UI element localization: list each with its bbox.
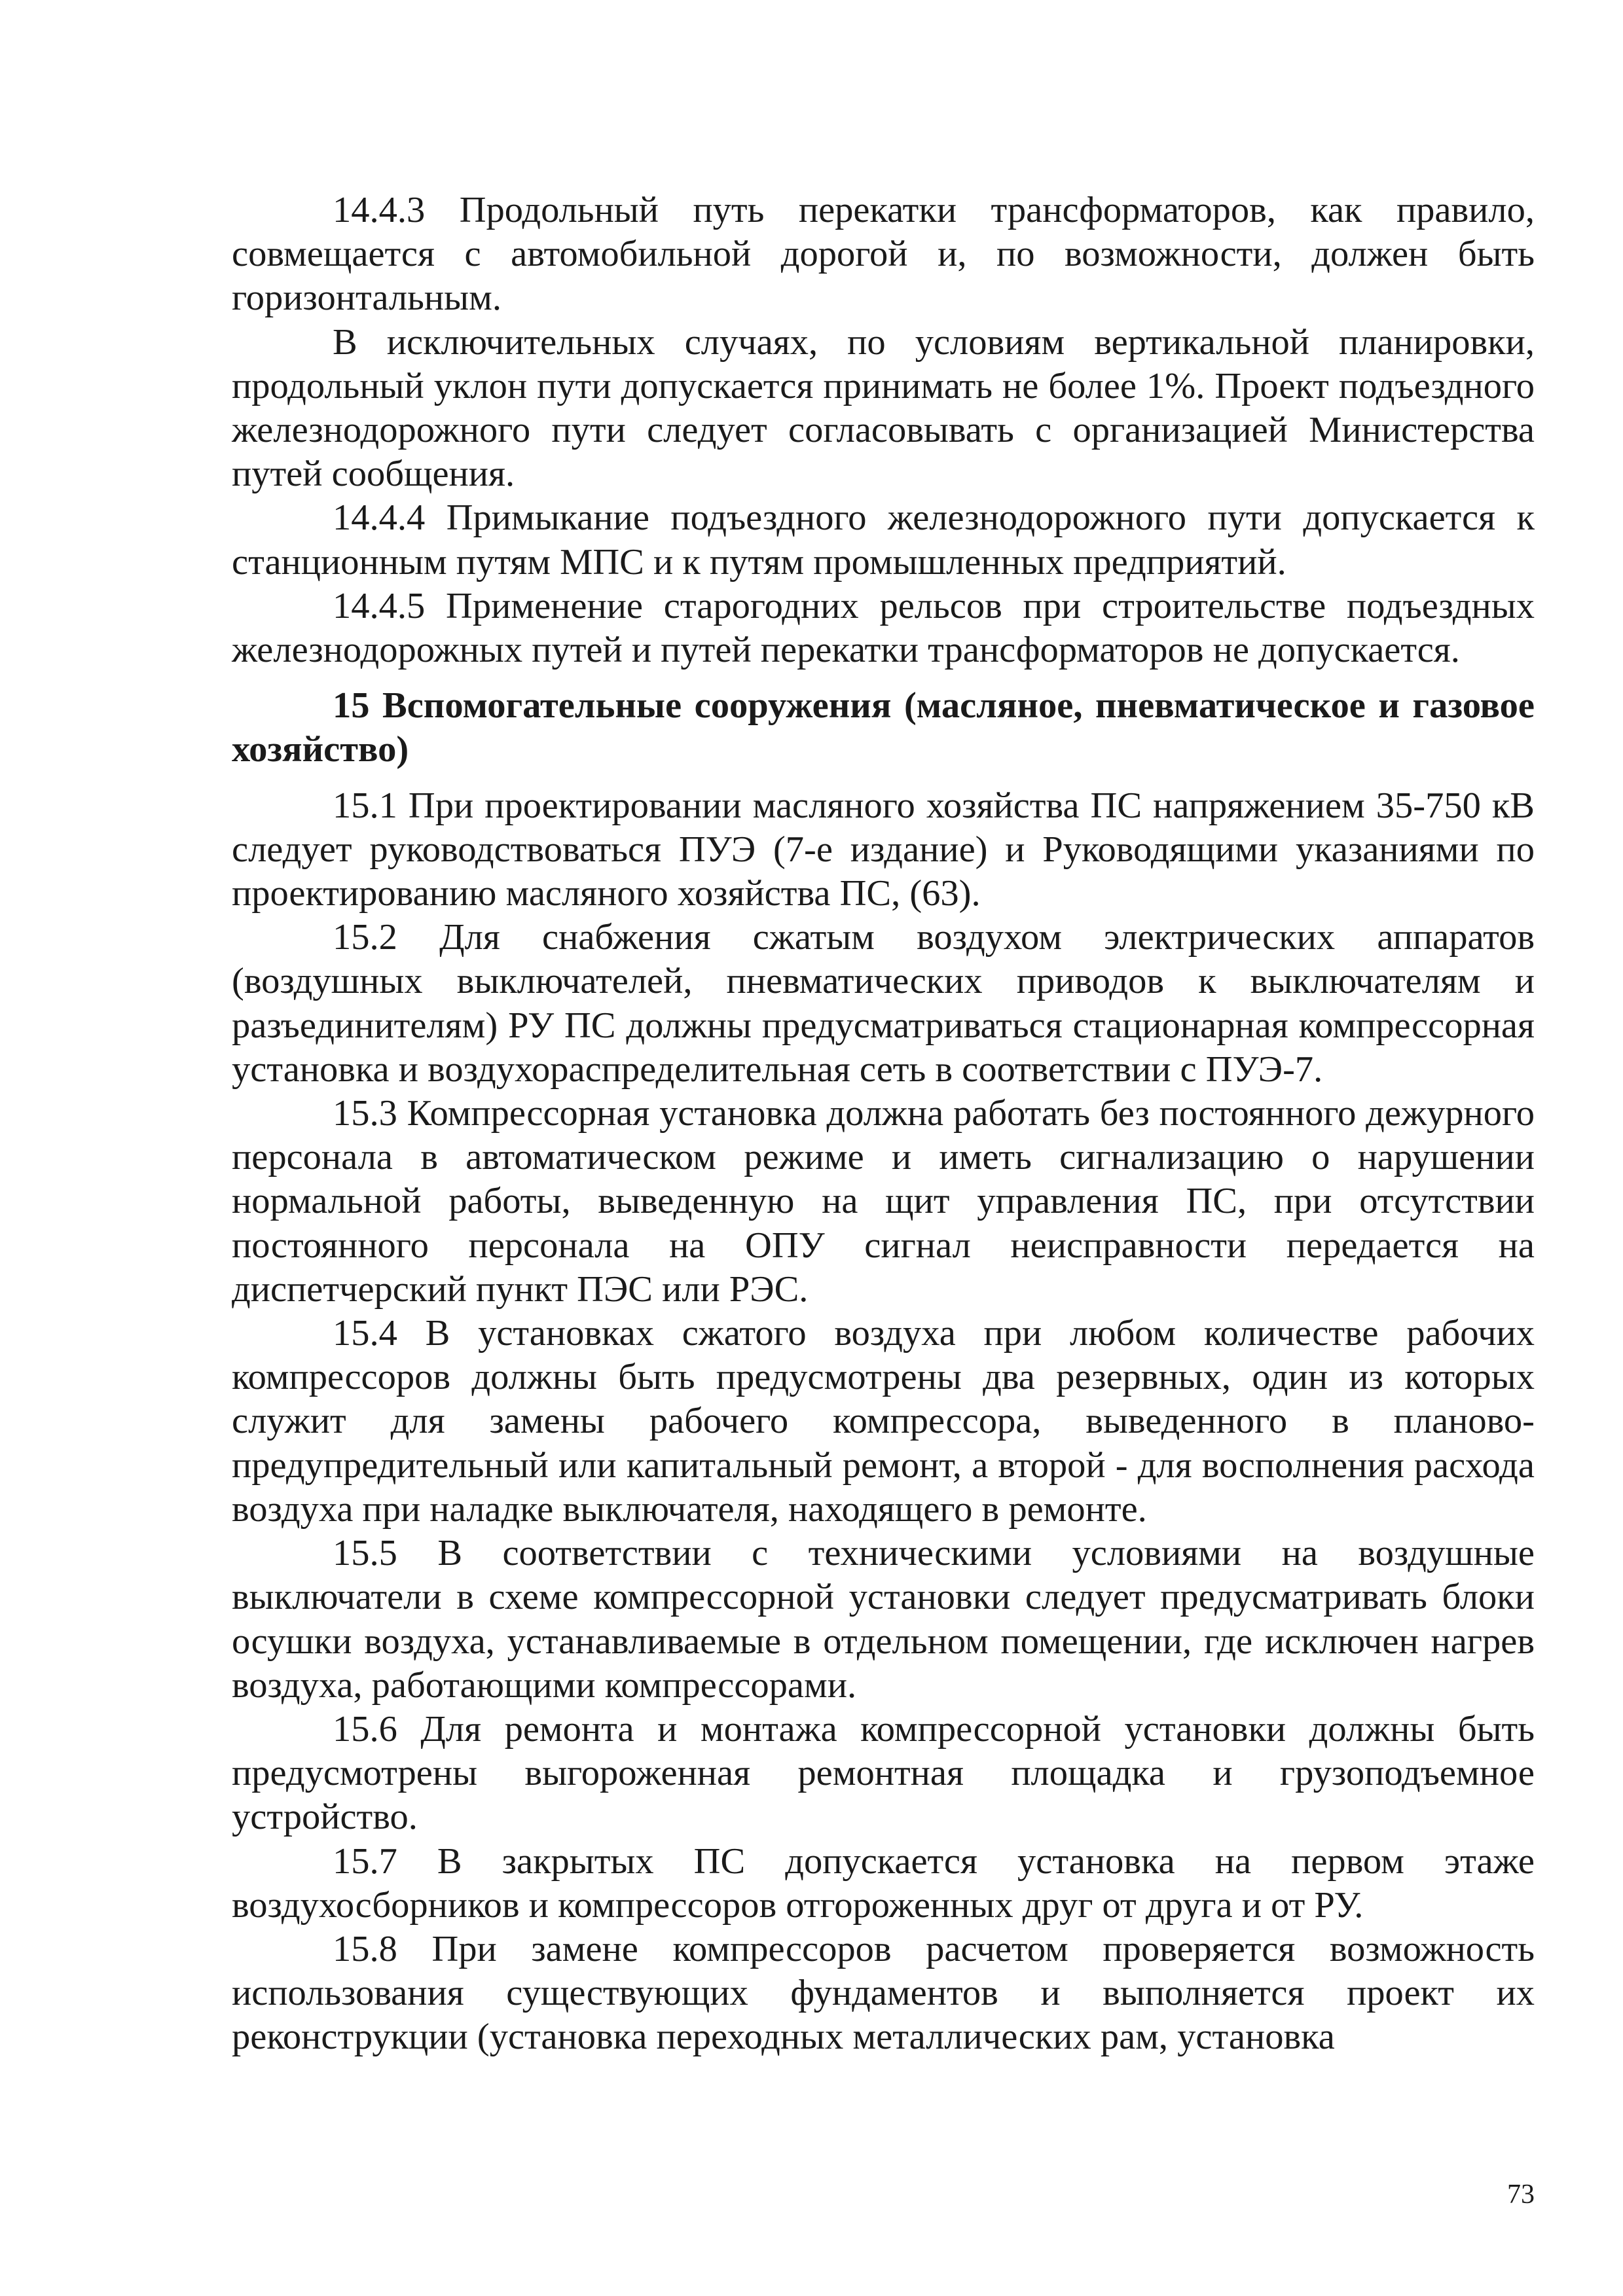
page-number: 73 [1507, 2179, 1535, 2210]
document-page [232, 188, 1535, 2060]
paragraph-15-8: 15.8 При замене компрессоров расчетом проверяется возможность использования существующих фундаментов и выполняется проект их реконструкции (установка переходных металлических рам, установка [232, 1928, 1535, 2058]
paragraph-15-2: 15.2 Для снабжения сжатым воздухом электрических аппаратов (воздушных выключателей, пневматических приводов к выключателям и разъединителям) РУ ПС должны предусматриваться стационарная компрессорная установка и воздухораспределительная сеть в соответствии с ПУЭ-7. [232, 917, 1535, 1090]
paragraph-15-3: 15.3 Компрессорная установка должна работать без постоянного дежурного персонала в автоматическом режиме и иметь сигнализацию о нарушении нормальной работы, выведенную на щит управления ПС, при отсутствии постоянного персонала на ОПУ сигнал неисправности передается на диспетчерский пункт ПЭС или РЭС. [232, 1093, 1535, 1310]
section-heading-15: 15 Вспомогательные сооружения (масляное, пневматическое и газовое хозяйство) [232, 685, 1535, 770]
paragraph-15-4: 15.4 В установках сжатого воздуха при любом количестве рабочих компрессоров должны быть предусмотрены два резервных, один из которых служит для замены рабочего компрессора, выведенного в планово-предупредительный или капитальный ремонт, а второй - для восполнения расхода воздуха при наладке выключателя, находящего в ремонте. [232, 1313, 1535, 1530]
paragraph-14-4-5: 14.4.5 Применение старогодних рельсов при строительстве подъездных железнодорожных путей и путей перекатки трансформаторов не допускается. [232, 585, 1535, 671]
paragraph-15-6: 15.6 Для ремонта и монтажа компрессорной установки должны быть предусмотрены выгороженная ремонтная площадка и грузоподъемное устройство. [232, 1708, 1535, 1838]
paragraph-14-4-4: 14.4.4 Примыкание подъездного железнодорожного пути допускается к станционным путям МПС и к путям промышленных предприятий. [232, 497, 1535, 583]
paragraph-15-7: 15.7 В закрытых ПС допускается установка на первом этаже воздухосборников и компрессоров отгороженных друг от друга и от РУ. [232, 1840, 1535, 1926]
paragraph-exceptional-cases: В исключительных случаях, по условиям вертикальной планировки, продольный уклон пути допускается принимать не более 1%. Проект подъездного железнодорожного пути следует согласовывать с организацией Министерства путей сообщения. [232, 321, 1535, 495]
paragraph-14-4-3: 14.4.3 Продольный путь перекатки трансформаторов, как правило, совмещается с автомобильной дорогой и, по возможности, должен быть горизонтальным. [232, 190, 1535, 319]
paragraph-15-5: 15.5 В соответствии с техническими условиями на воздушные выключатели в схеме компрессорной установки следует предусматривать блоки осушки воздуха, устанавливаемые в отдельном помещении, где исключен нагрев воздуха, работающими компрессорами. [232, 1533, 1535, 1706]
paragraph-15-1: 15.1 При проектировании масляного хозяйства ПС напряжением 35-750 кВ следует руководствоваться ПУЭ (7-е издание) и Руководящими указаниями по проектированию масляного хозяйства ПС, (63). [232, 785, 1535, 914]
